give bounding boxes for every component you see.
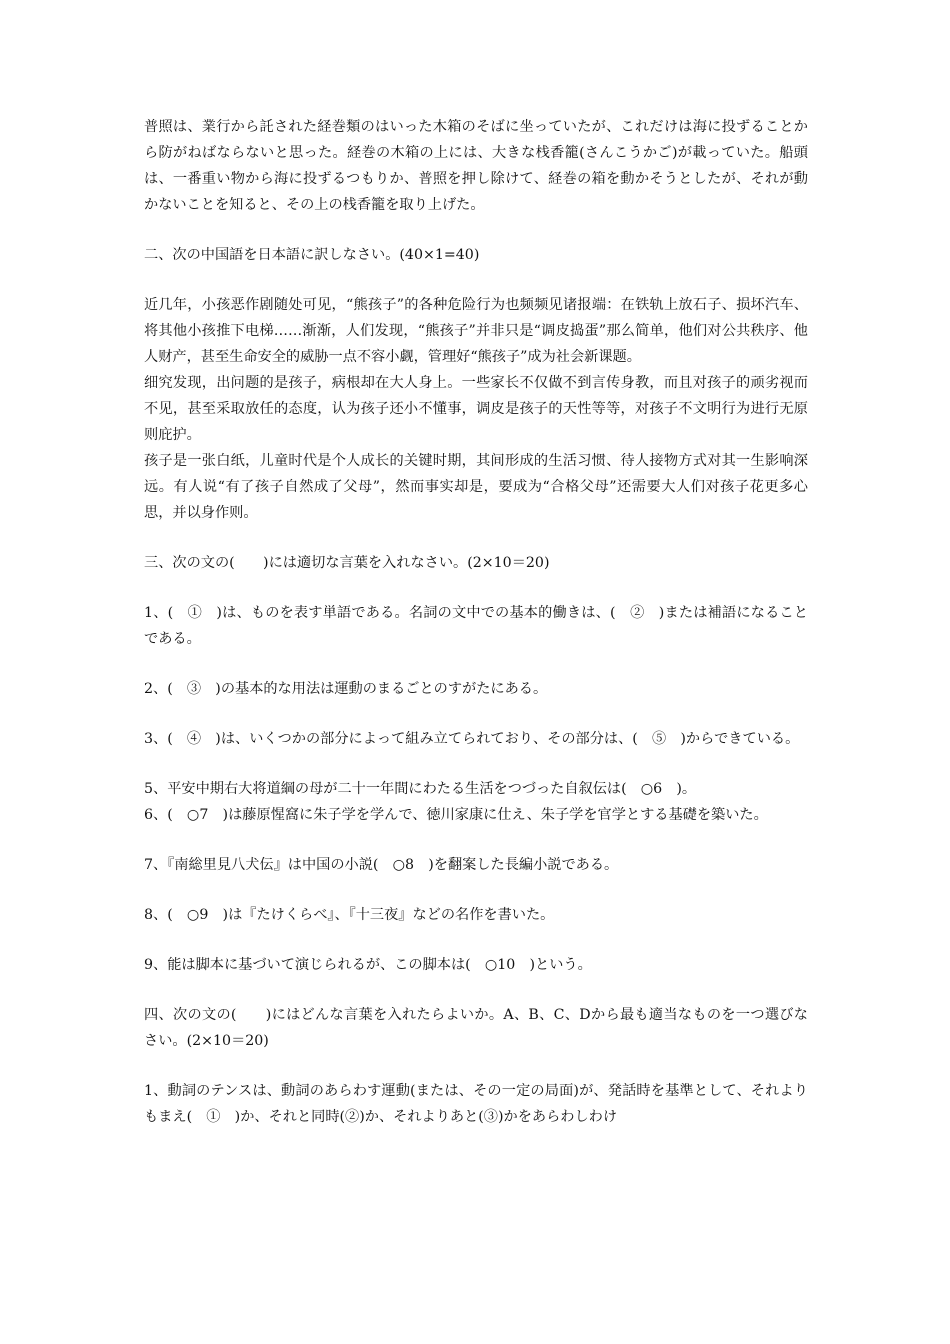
section-3-question-2: 2、( ③ )の基本的な用法は運動のまるごとのすがたにある。 bbox=[144, 681, 548, 697]
document-body bbox=[144, 114, 808, 1130]
intro-paragraph: 普照は、業行から託された経巻類のはいった木箱のそばに坐っていたが、これだけは海に投ずることから防がねばならないと思った。経巻の木箱の上には、大きな栈香籠(さんこうかご)が載っていた。船頭は、一番重い物から海に投ずるつもりか、普照を押し除けて、経巻の箱を動かそうとしたが、それが動かないことを知ると、その上の栈香籠を取り上げた。 bbox=[144, 119, 808, 213]
section-3-question-1: 1、( ① )は、ものを表す単語である。名詞の文中での基本的働きは、( ② )または補語になることである。 bbox=[144, 605, 808, 647]
section-3-question-9: 9、能は脚本に基づいて演じられるが、この脚本は( ○10 )という。 bbox=[144, 957, 592, 973]
section-4-question-1: 1、動詞のテンスは、動詞のあらわす運動(または、その一定の局面)が、発話時を基準として、それよりもまえ( ① )か、それと同時(②)か、それよりあと(③)かをあらわしわけ bbox=[144, 1083, 808, 1125]
section-2-paragraph-3: 孩子是一张白纸，儿童时代是个人成长的关键时期，其间形成的生活习惯、待人接物方式对其一生影响深远。有人说“有了孩子自然成了父母”，然而事实却是，要成为“合格父母”还需要大人们对孩子花更多心思，并以身作则。 bbox=[144, 453, 808, 521]
section-3-question-6: 6、( ○7 )は藤原惺窩に朱子学を学んで、徳川家康に仕え、朱子学を官学とする基礎を築いた。 bbox=[144, 807, 768, 823]
section-3-question-5: 5、平安中期右大将道綱の母が二十一年間にわたる生活をつづった自叙伝は( ○6 )。 bbox=[144, 781, 697, 797]
section-3-question-3: 3、( ④ )は、いくつかの部分によって組み立てられており、その部分は、( ⑤ )からできている。 bbox=[144, 731, 800, 747]
section-2-paragraph-1: 近几年，小孩恶作剧随处可见，“熊孩子”的各种危险行为也频频见诸报端：在铁轨上放石子、损坏汽车、将其他小孩推下电梯……渐渐，人们发现，“熊孩子”并非只是“调皮捣蛋”那么简单，他们对公共秩序、他人财产，甚至生命安全的威胁一点不容小觑，管理好“熊孩子”成为社会新课题。 bbox=[144, 297, 808, 365]
section-3-question-7: 7、『南総里見八犬伝』は中国の小説( ○8 )を翻案した長編小説である。 bbox=[144, 857, 619, 873]
section-3-heading: 三、次の文の( )には適切な言葉を入れなさい。(2×10＝20) bbox=[144, 555, 550, 571]
section-2-heading: 二、次の中国語を日本語に訳しなさい。(40×1=40) bbox=[144, 247, 480, 263]
section-2-paragraph-2: 细究发现，出问题的是孩子，病根却在大人身上。一些家长不仅做不到言传身教，而且对孩子的顽劣视而不见，甚至采取放任的态度，认为孩子还小不懂事，调皮是孩子的天性等等，对孩子不文明行为进行无原则庇护。 bbox=[144, 375, 808, 443]
section-4-heading: 四、次の文の( )にはどんな言葉を入れたらよいか。A、B、C、Dから最も適当なものを一つ選びなさい。(2×10＝20) bbox=[144, 1007, 808, 1049]
section-3-question-8: 8、( ○9 )は『たけくらべ』、『十三夜』などの名作を書いた。 bbox=[144, 907, 555, 923]
